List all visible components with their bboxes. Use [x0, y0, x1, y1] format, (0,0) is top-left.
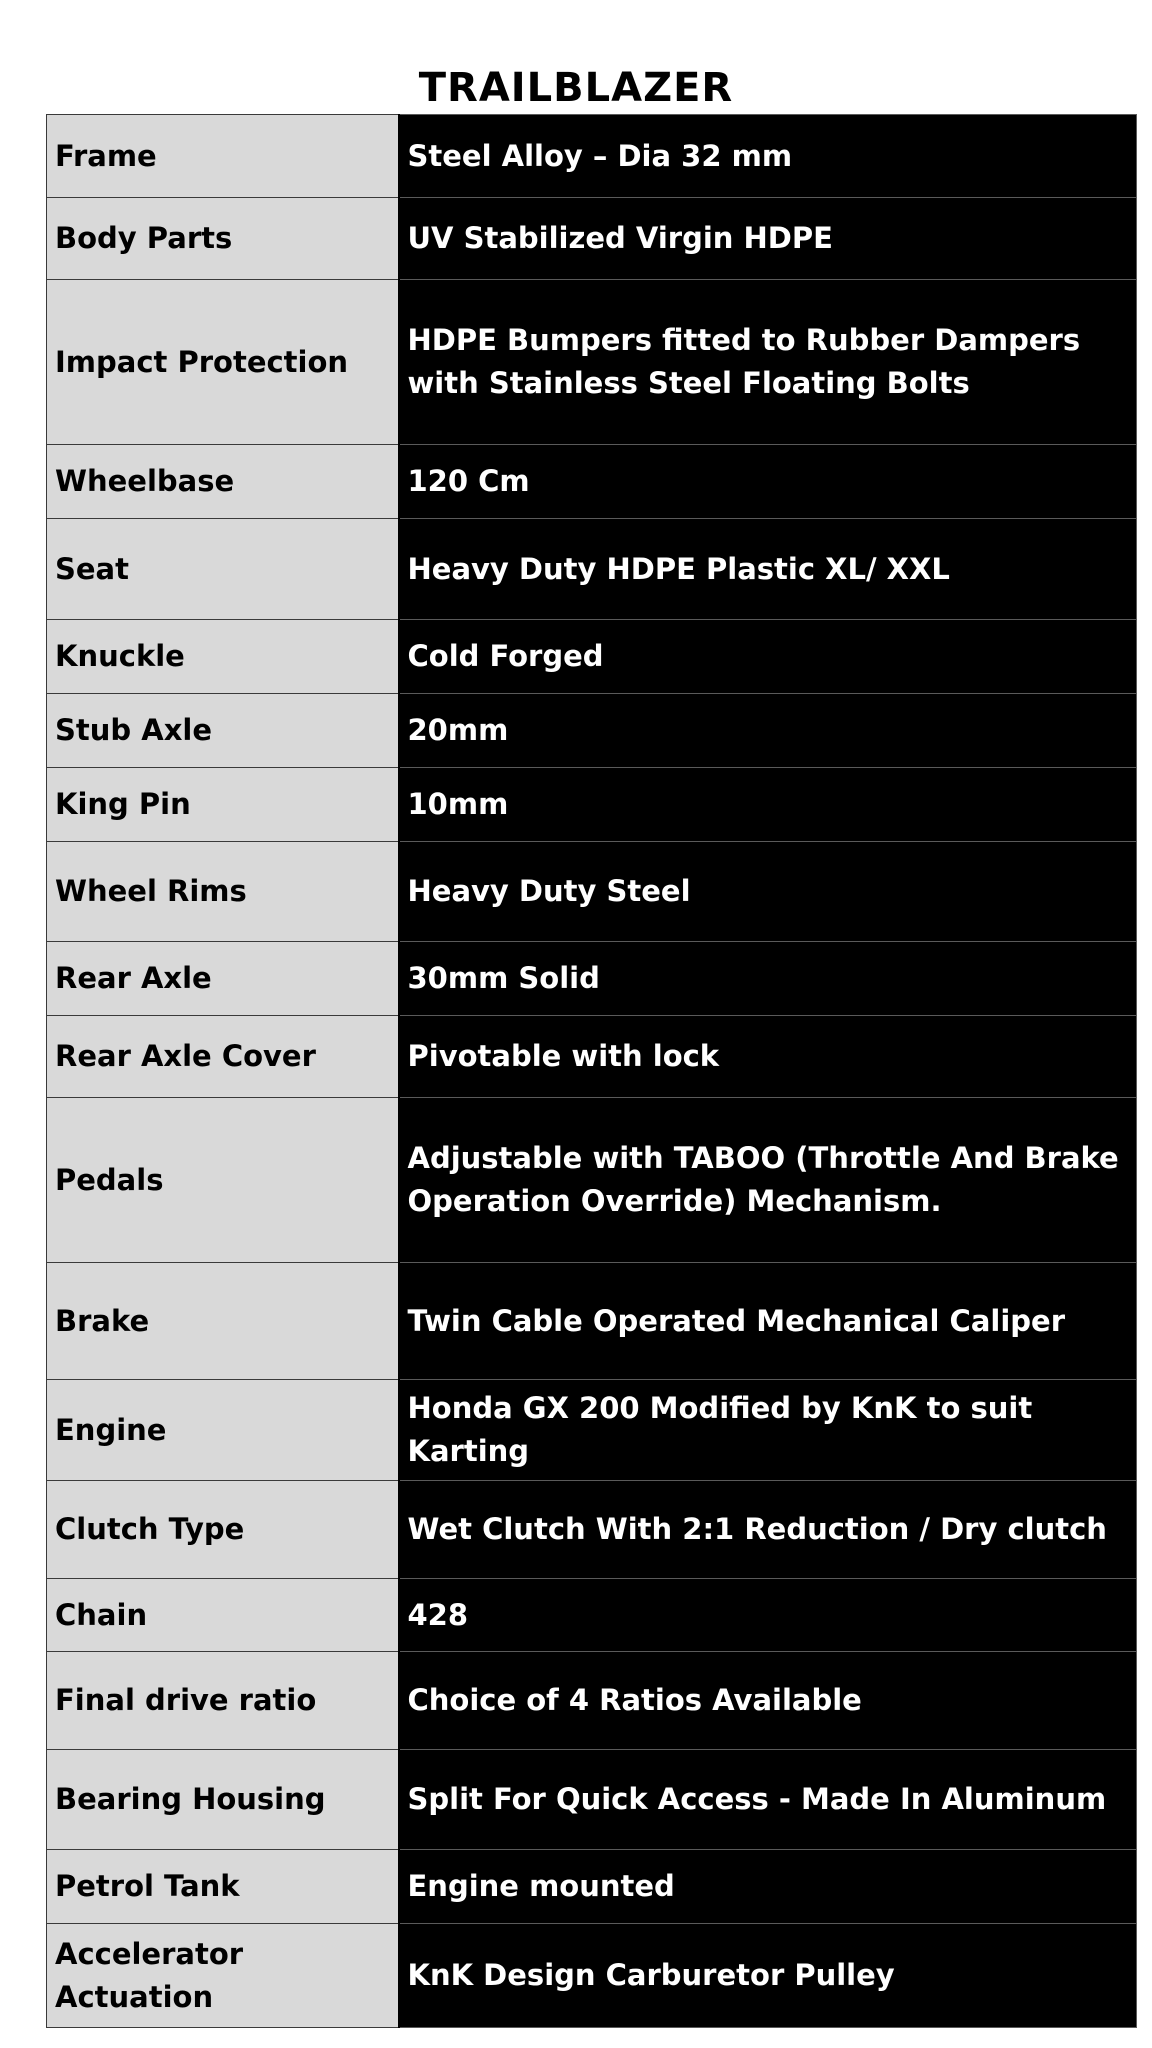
spec-value: Steel Alloy – Dia 32 mm: [399, 115, 1137, 198]
spec-label: Brake: [47, 1263, 399, 1380]
table-row: [47, 1850, 1137, 1924]
spec-value: Pivotable with lock: [399, 1016, 1137, 1098]
table-row: [47, 519, 1137, 620]
spec-value: Choice of 4 Ratios Available: [399, 1652, 1137, 1750]
table-row: [47, 1579, 1137, 1652]
spec-label: Pedals: [47, 1098, 399, 1263]
spec-label: Bearing Housing: [47, 1750, 399, 1850]
spec-label: Clutch Type: [47, 1481, 399, 1579]
table-row: [47, 280, 1137, 445]
spec-label: Knuckle: [47, 620, 399, 694]
spec-value: Twin Cable Operated Mechanical Caliper: [399, 1263, 1137, 1380]
spec-label: King Pin: [47, 768, 399, 842]
spec-value: 428: [399, 1579, 1137, 1652]
table-row: [47, 620, 1137, 694]
spec-value: Heavy Duty Steel: [399, 842, 1137, 942]
spec-label: Final drive ratio: [47, 1652, 399, 1750]
spec-value: Heavy Duty HDPE Plastic XL/ XXL: [399, 519, 1137, 620]
spec-label: Seat: [47, 519, 399, 620]
spec-label: Rear Axle Cover: [47, 1016, 399, 1098]
spec-label: Rear Axle: [47, 942, 399, 1016]
table-row: [47, 1380, 1137, 1481]
table-row: [47, 1481, 1137, 1579]
table-row: [47, 942, 1137, 1016]
spec-value: Honda GX 200 Modified by KnK to suit Karting: [399, 1380, 1137, 1481]
spec-value: Cold Forged: [399, 620, 1137, 694]
spec-label: Chain: [47, 1579, 399, 1652]
spec-label: Accelerator Actuation: [47, 1924, 399, 2028]
table-row: [47, 694, 1137, 768]
spec-value: KnK Design Carburetor Pulley: [399, 1924, 1137, 2028]
table-row: [47, 1924, 1137, 2028]
table-row: [47, 1750, 1137, 1850]
spec-table: [46, 114, 1137, 2028]
spec-label: Engine: [47, 1380, 399, 1481]
spec-label: Impact Protection: [47, 280, 399, 445]
spec-label: Frame: [47, 115, 399, 198]
spec-value: Wet Clutch With 2:1 Reduction / Dry clutch: [399, 1481, 1137, 1579]
table-row: [47, 842, 1137, 942]
spec-label: Stub Axle: [47, 694, 399, 768]
table-row: [47, 445, 1137, 519]
spec-label: Body Parts: [47, 198, 399, 280]
spec-value: HDPE Bumpers fitted to Rubber Dampers with Stainless Steel Floating Bolts: [399, 280, 1137, 445]
table-row: [47, 198, 1137, 280]
table-row: [47, 1652, 1137, 1750]
spec-value: 120 Cm: [399, 445, 1137, 519]
table-row: [47, 1016, 1137, 1098]
spec-value: Adjustable with TABOO (Throttle And Brake Operation Override) Mechanism.: [399, 1098, 1137, 1263]
spec-value: 10mm: [399, 768, 1137, 842]
spec-label: Wheel Rims: [47, 842, 399, 942]
spec-label: Petrol Tank: [47, 1850, 399, 1924]
table-row: [47, 1263, 1137, 1380]
spec-value: Split For Quick Access - Made In Aluminum: [399, 1750, 1137, 1850]
spec-value: 20mm: [399, 694, 1137, 768]
spec-value: 30mm Solid: [399, 942, 1137, 1016]
spec-value: Engine mounted: [399, 1850, 1137, 1924]
table-row: [47, 768, 1137, 842]
spec-value: UV Stabilized Virgin HDPE: [399, 198, 1137, 280]
table-row: [47, 115, 1137, 198]
table-row: [47, 1098, 1137, 1263]
page-title: TRAILBLAZER: [418, 65, 734, 111]
spec-label: Wheelbase: [47, 445, 399, 519]
